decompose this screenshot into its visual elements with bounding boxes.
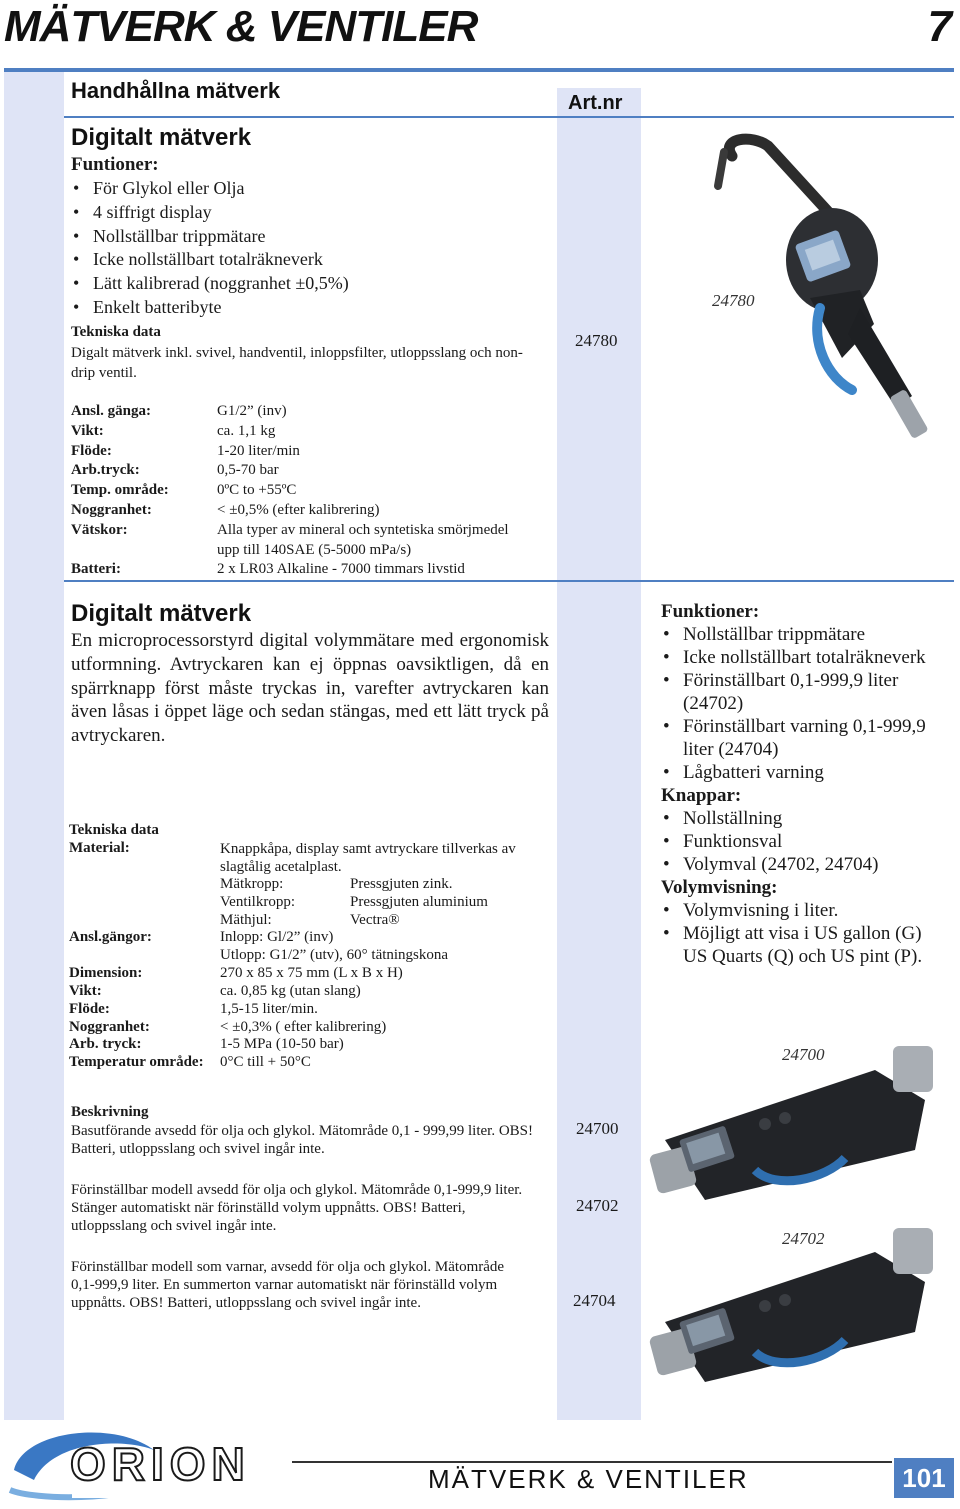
handheld-meter-illustration — [660, 128, 950, 458]
spec-row — [71, 560, 509, 580]
spec-value: 0,5-70 bar — [217, 462, 279, 479]
spec-label — [71, 541, 217, 561]
spec-row — [69, 929, 448, 947]
buttons-list — [661, 807, 946, 876]
page-number: 101 — [894, 1458, 954, 1498]
spec-value: 270 x 85 x 75 mm (L x B x H) — [220, 964, 403, 981]
function-item: • Icke nollställbart totalräkneverk — [661, 646, 946, 669]
spec-value: 0ºC to +55ºC — [217, 482, 297, 499]
spec-value: Alla typer av mineral och syntetiska smörjmedel — [217, 521, 509, 538]
function-item: • För Glykol eller Olja — [71, 177, 349, 201]
spec-row — [71, 422, 509, 442]
spec-row — [71, 481, 509, 501]
product-heading-2: Digitalt mätverk — [71, 600, 252, 627]
image-caption-24700: 24700 — [782, 1045, 825, 1064]
description-label: Beskrivning — [71, 1104, 149, 1120]
spec-row — [71, 501, 509, 521]
artnr-24700: 24700 — [576, 1119, 619, 1138]
spec-label: Flöde: — [71, 442, 112, 459]
spec-value: 1-5 MPa (10-50 bar) — [220, 1036, 344, 1053]
function-item: • Nollställbar trippmätare — [661, 623, 946, 646]
product-desc-24704: Förinställbar modell som varnar, avsedd för olja och glykol. Mätområde 0,1-999,9 liter. En summerton varnar automatiskt när förinställd volym uppnåtts. OBS! Batteri, utloppsslang och svivel ingår inte. — [71, 1259, 505, 1311]
spec-value: 1-20 liter/min — [217, 442, 300, 459]
material-key: Mäthjul: — [220, 912, 272, 928]
spec-value: Inlopp: Gl/2” (inv) — [220, 929, 334, 945]
spec-row — [71, 402, 509, 422]
button-feature-item: • Funktionsval — [661, 830, 946, 853]
function-item: • Nollställbar trippmätare — [71, 225, 349, 249]
material-key: Ventilkropp: — [220, 894, 295, 910]
spec-value: < ±0,5% (efter kalibrering) — [217, 501, 380, 518]
spec-row — [69, 1019, 448, 1037]
artnr-24704: 24704 — [573, 1291, 616, 1310]
product-image-24780 — [660, 128, 950, 458]
section1-bottom-rule — [64, 580, 954, 582]
footer-title: MÄTVERK & VENTILER — [428, 1464, 749, 1494]
spec-label: Noggranhet: — [69, 1018, 150, 1035]
section-subtitle: Handhållna mätverk — [71, 78, 281, 103]
artnr-24780: 24780 — [575, 331, 618, 350]
spec-row — [71, 461, 509, 481]
volume-feature-item: • Möjligt att visa i US gallon (G) US Quarts (Q) och US pint (P). — [661, 922, 946, 968]
functions-label-2: Funktioner: — [661, 601, 760, 622]
functions-list-2 — [661, 623, 946, 784]
product-image-24700 — [645, 1040, 945, 1220]
section1-top-rule — [64, 116, 954, 118]
digital-meter-illustration-1 — [645, 1040, 945, 1220]
tech-label-2: Tekniska data — [69, 822, 159, 838]
specs-table-2 — [69, 929, 448, 1072]
material-row — [220, 893, 488, 911]
spec-label: Vikt: — [69, 982, 102, 999]
tech-text-1: Digalt mätverk inkl. svivel, handventil, inloppsfilter, utloppsslang och non-drip ventil. — [71, 345, 523, 381]
footer-rule — [292, 1461, 892, 1463]
material-row — [220, 911, 488, 929]
chapter-number: 7 — [927, 2, 952, 51]
material-row — [220, 875, 488, 893]
spec-value: ca. 1,1 kg — [217, 422, 276, 439]
spec-label: Temperatur område: — [69, 1054, 204, 1071]
spec-row — [69, 1054, 448, 1072]
material-sublist — [220, 875, 488, 929]
spec-row — [71, 541, 509, 561]
function-item: • Enkelt batteribyte — [71, 296, 349, 320]
material-value: Pressgjuten zink. — [350, 876, 453, 892]
material-text: Knappkåpa, display samt avtryckare tillverkas av slagtålig acetalplast. — [220, 841, 516, 875]
spec-row — [69, 947, 448, 965]
material-label: Material: — [69, 840, 130, 856]
product-heading-1: Digitalt mätverk — [71, 124, 252, 151]
spec-row — [69, 965, 448, 983]
functions-label-1: Funtioner: — [71, 154, 159, 175]
spec-value: upp till 140SAE (5-5000 mPa/s) — [217, 541, 412, 558]
spec-row — [71, 521, 509, 541]
tech-label-1: Tekniska data — [71, 324, 161, 340]
spec-row — [69, 983, 448, 1001]
function-item: • Förinställbart varning 0,1-999,9 liter (24704) — [661, 715, 946, 761]
spec-value: ca. 0,85 kg (utan slang) — [220, 982, 361, 999]
buttons-label: Knappar: — [661, 785, 742, 806]
page-header-title: MÄTVERK & VENTILER — [4, 2, 478, 51]
functions-column-2 — [661, 600, 946, 968]
button-feature-item: • Nollställning — [661, 807, 946, 830]
header-rule — [4, 68, 954, 72]
spec-label: Flöde: — [69, 1000, 110, 1017]
digital-meter-illustration-2 — [645, 1222, 945, 1402]
spec-label: Ansl.gängor: — [69, 929, 152, 945]
material-key: Mätkropp: — [220, 876, 284, 892]
material-value: Pressgjuten aluminium — [350, 894, 488, 910]
spec-label: Vikt: — [71, 422, 104, 439]
artnr-header: Art.nr — [568, 92, 623, 114]
spec-value: 0°C till + 50°C — [220, 1054, 311, 1071]
left-margin-strip — [4, 72, 64, 1420]
function-item: • Lätt kalibrerad (noggranhet ±0,5%) — [71, 272, 349, 296]
button-feature-item: • Volymval (24702, 24704) — [661, 853, 946, 876]
spec-value: Utlopp: G1/2” (utv), 60° tätningskona — [220, 946, 449, 963]
product-desc-24702: Förinställbar modell avsedd för olja och glykol. Mätområde 0,1-999,9 liter. Stänger automatiskt när förinställd volym uppnåtts. OBS! Batteri, utloppsslang och svivel ingår inte. — [71, 1182, 523, 1234]
image-caption-24780: 24780 — [712, 291, 755, 310]
spec-label: Arb. tryck: — [69, 1036, 142, 1053]
orion-logo-text: ORION — [70, 1438, 251, 1490]
spec-row — [69, 1036, 448, 1054]
spec-value: 1,5-15 liter/min. — [220, 1000, 318, 1017]
image-caption-24702: 24702 — [782, 1229, 825, 1248]
function-item: • Icke nollställbart totalräkneverk — [71, 248, 349, 272]
function-item: • Lågbatteri varning — [661, 761, 946, 784]
spec-label: Vätskor: — [71, 521, 128, 538]
spec-label: Dimension: — [69, 964, 143, 981]
product-image-24702 — [645, 1222, 945, 1402]
spec-label — [69, 947, 220, 965]
product-intro-2: En microprocessorstyrd digital volymmätare med ergonomisk utformning. Avtryckaren kan ej öppnas oavsiktligen, då en spärrknapp först måste tryckas in, varefter avtryckaren kan även låsas i öppet läge och sedan stängas, med ett lätt tryck på avtryckaren. — [71, 630, 549, 747]
spec-row — [71, 442, 509, 462]
functions-list-1 — [71, 177, 349, 320]
spec-label: Arb.tryck: — [71, 462, 140, 479]
spec-value: G1/2” (inv) — [217, 403, 287, 419]
function-item: • 4 siffrigt display — [71, 201, 349, 225]
volume-list — [661, 899, 946, 968]
specs-table-1 — [71, 402, 509, 580]
spec-label: Batteri: — [71, 561, 121, 578]
spec-row — [69, 1001, 448, 1019]
volume-feature-item: • Volymvisning i liter. — [661, 899, 946, 922]
product-desc-24700: Basutförande avsedd för olja och glykol. Mätområde 0,1 - 999,99 liter. OBS! Batteri, utloppsslang och svivel ingår inte. — [71, 1123, 533, 1157]
spec-label: Ansl. gänga: — [71, 403, 152, 419]
spec-value: < ±0,3% ( efter kalibrering) — [220, 1018, 387, 1035]
artnr-24702: 24702 — [576, 1196, 619, 1215]
volume-label: Volymvisning: — [661, 877, 778, 898]
artnr-column-strip — [557, 88, 641, 1420]
function-item: • Förinställbart 0,1-999,9 liter (24702) — [661, 669, 946, 715]
spec-value: 2 x LR03 Alkaline - 7000 timmars livstid — [217, 561, 465, 578]
material-value: Vectra® — [350, 912, 400, 928]
spec-label: Temp. område: — [71, 482, 169, 499]
spec-label: Noggranhet: — [71, 501, 152, 518]
